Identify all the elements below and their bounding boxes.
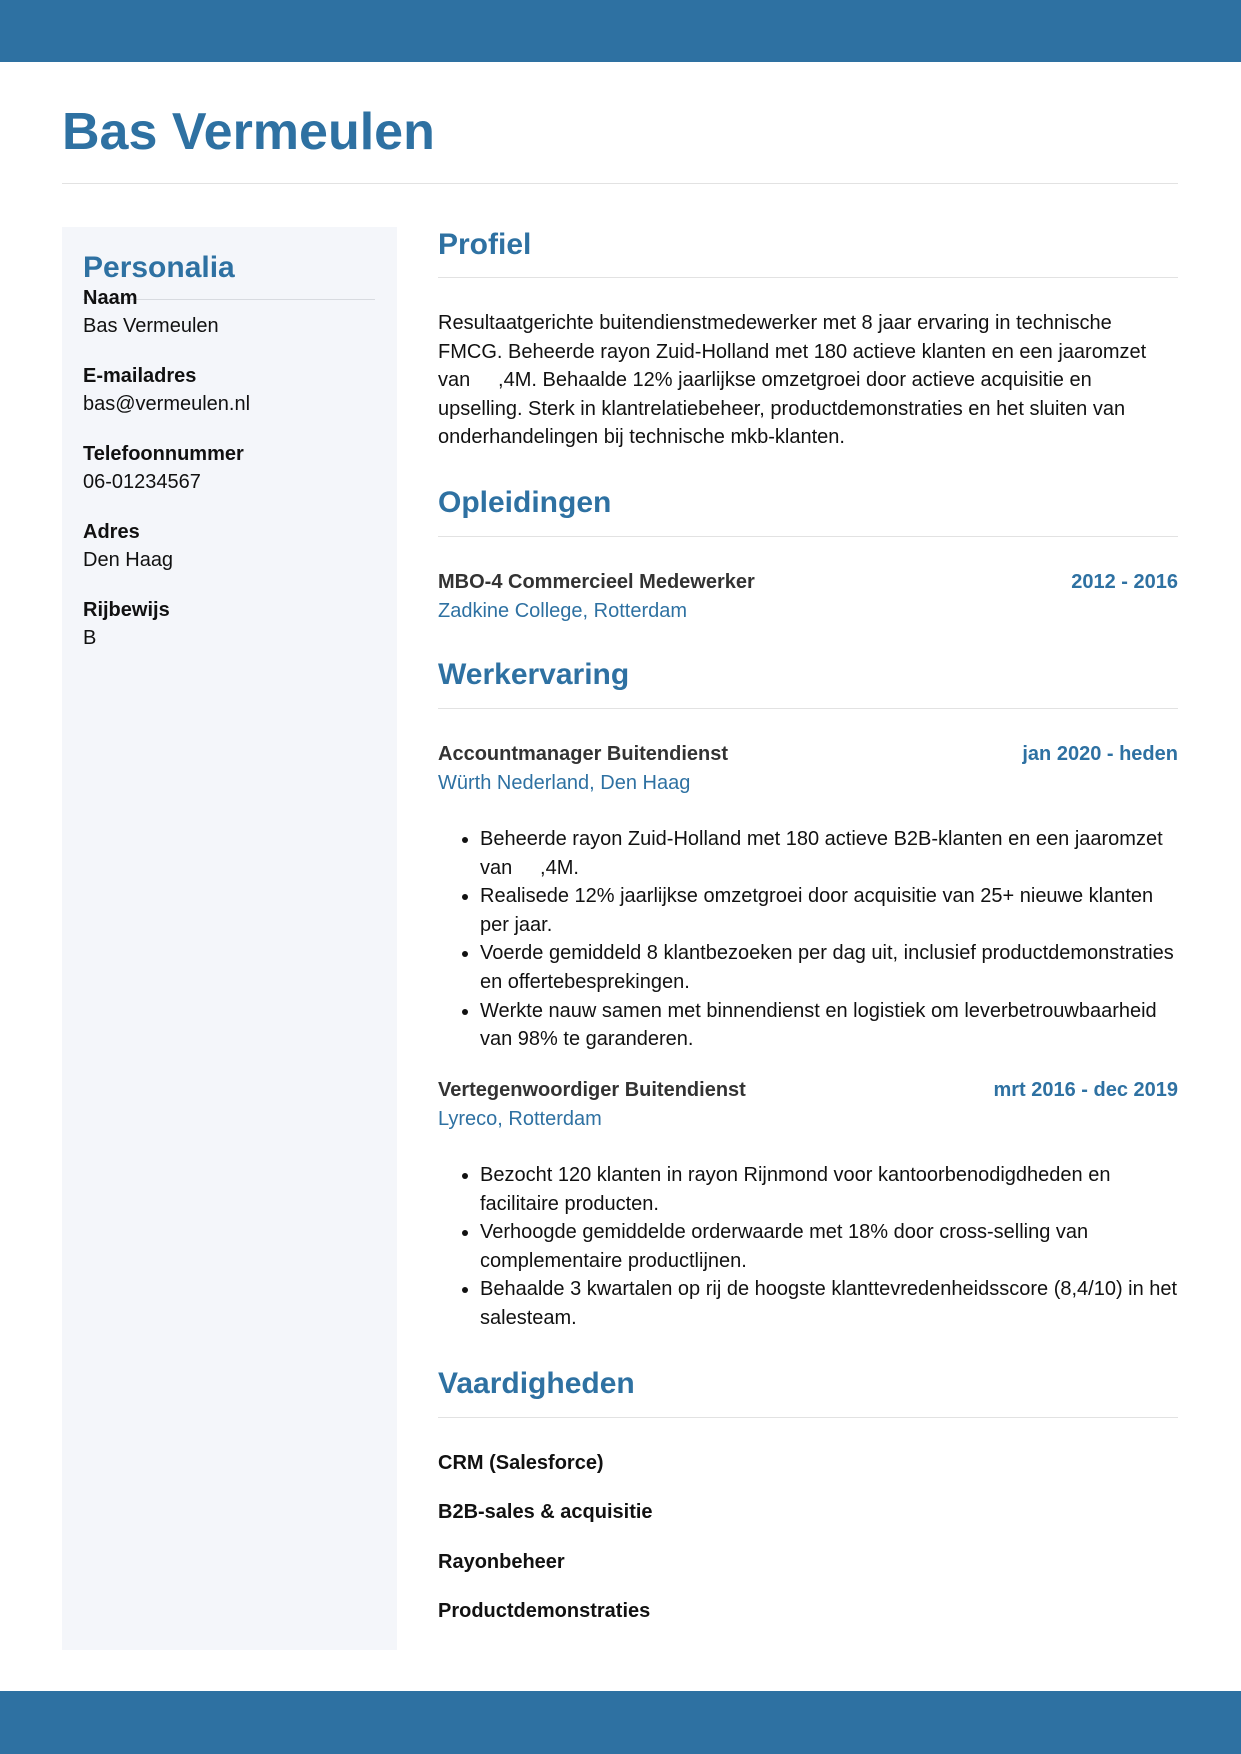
- field-label: E-mailadres: [83, 365, 197, 387]
- profile-title: Profiel: [438, 228, 532, 261]
- experience-divider: [438, 708, 1178, 709]
- field-naam: [83, 284, 375, 340]
- field-label: Rijbewijs: [83, 599, 170, 621]
- field-label: Naam: [83, 287, 138, 309]
- job-header: [438, 1076, 1178, 1104]
- field-telefoon: [83, 440, 375, 496]
- list-item: • Bezocht 120 klanten in rayon Rijnmond voor kantoorbenodigdheden en facilitaire producten.: [480, 1161, 1178, 1218]
- header-divider: [62, 183, 1178, 184]
- job-dates: mrt 2016 - dec 2019: [993, 1079, 1178, 1101]
- skills-title: Vaardigheden: [438, 1367, 635, 1400]
- job-employer: Lyreco, Rotterdam: [438, 1108, 602, 1130]
- list-item: • Beheerde rayon Zuid-Holland met 180 actieve B2B-klanten en een jaaromzet van ,4M.: [480, 825, 1178, 882]
- field-label: Adres: [83, 521, 140, 543]
- field-value: bas@vermeulen.nl: [83, 393, 251, 415]
- skill-item: CRM (Salesforce): [438, 1452, 604, 1474]
- job-bullets: [438, 1161, 1178, 1333]
- job-title: Accountmanager Buitendienst: [438, 743, 729, 765]
- profile-text: Resultaatgerichte buitendienstmedewerker met 8 jaar ervaring in technische FMCG. Beheerde rayon Zuid-Holland met 180 actieve klanten en een jaaromzet van ,4M. Behaalde 12% jaarlijkse omzetgroei door actieve acquisitie en upselling. Sterk in klantrelatiebeheer, productdemonstraties en het sluiten van onderhandelingen bij technische mkb-klanten.: [438, 312, 1147, 449]
- list-item: • Realisede 12% jaarlijkse omzetgroei door acquisitie van 25+ nieuwe klanten per jaar.: [480, 882, 1178, 939]
- job-bullets: [438, 825, 1178, 1054]
- field-value: Den Haag: [83, 549, 174, 571]
- experience-title: Werkervaring: [438, 658, 630, 691]
- personalia-title: Personalia: [83, 251, 235, 284]
- profile-divider: [438, 277, 1178, 278]
- education-school: Zadkine College, Rotterdam: [438, 600, 688, 622]
- education-dates: 2012 - 2016: [1071, 571, 1178, 593]
- skill-item: B2B-sales & acquisitie: [438, 1501, 653, 1523]
- skills-divider: [438, 1417, 1178, 1418]
- field-adres: [83, 518, 375, 574]
- cv-name: Bas Vermeulen: [62, 103, 435, 161]
- field-label: Telefoonnummer: [83, 443, 244, 465]
- field-value: Bas Vermeulen: [83, 315, 219, 337]
- list-item: • Verhoogde gemiddelde orderwaarde met 18% door cross-selling van complementaire productlijnen.: [480, 1218, 1178, 1275]
- top-banner: [0, 0, 1241, 62]
- bottom-banner: [0, 1691, 1241, 1754]
- job-dates: jan 2020 - heden: [1022, 743, 1178, 765]
- list-item: • Behaalde 3 kwartalen op rij de hoogste klanttevredenheidsscore (8,4/10) in het salesteam.: [480, 1275, 1178, 1332]
- list-item: • Voerde gemiddeld 8 klantbezoeken per dag uit, inclusief productdemonstraties en offertebesprekingen.: [480, 939, 1178, 996]
- field-value: B: [83, 627, 97, 649]
- field-value: 06-01234567: [83, 471, 201, 493]
- job-title: Vertegenwoordiger Buitendienst: [438, 1079, 746, 1101]
- job-employer: Würth Nederland, Den Haag: [438, 772, 691, 794]
- job-header: [438, 740, 1178, 768]
- field-rijbewijs: [83, 596, 375, 652]
- education-entry-header: [438, 568, 1178, 596]
- field-email: [83, 362, 375, 418]
- skill-item: Productdemonstraties: [438, 1600, 651, 1622]
- list-item: • Werkte nauw samen met binnendienst en logistiek om leverbetrouwbaarheid van 98% te garanderen.: [480, 997, 1178, 1054]
- personalia-sidebar: [62, 227, 397, 1650]
- skill-item: Rayonbeheer: [438, 1551, 565, 1573]
- education-degree: MBO-4 Commercieel Medewerker: [438, 571, 755, 593]
- education-divider: [438, 536, 1178, 537]
- education-title: Opleidingen: [438, 486, 612, 519]
